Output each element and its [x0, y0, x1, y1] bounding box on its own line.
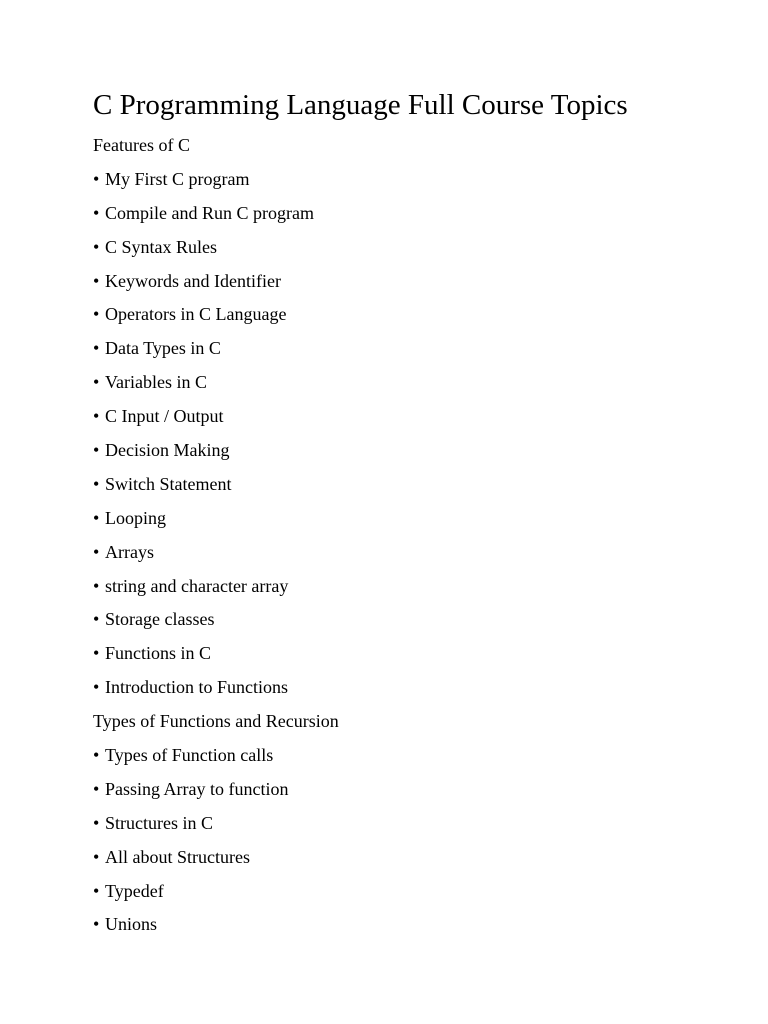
topic-item-text: Switch Statement	[105, 473, 232, 494]
topic-item-text: Introduction to Functions	[105, 677, 288, 698]
document-title: C Programming Language Full Course Topics	[93, 89, 628, 121]
bullet-icon: •	[93, 575, 100, 596]
topic-item	[93, 739, 768, 773]
topic-item-text: C Syntax Rules	[105, 236, 218, 257]
topic-item	[93, 875, 768, 909]
bullet-icon: •	[93, 236, 100, 257]
topic-item	[93, 265, 768, 299]
topic-item	[93, 163, 768, 197]
topic-item-text: Looping	[105, 507, 166, 528]
bullet-icon: •	[93, 440, 100, 461]
bullet-icon: •	[93, 507, 100, 528]
bullet-icon: •	[93, 880, 100, 901]
section-heading-text: Types of Functions and Recursion	[93, 711, 339, 732]
bullet-icon: •	[93, 168, 100, 189]
topic-item-text: Structures in C	[105, 812, 213, 833]
topic-list	[93, 129, 768, 942]
topic-item	[93, 231, 768, 265]
bullet-icon: •	[93, 609, 100, 630]
topic-item	[93, 536, 768, 570]
bullet-icon: •	[93, 914, 100, 935]
topic-item	[93, 570, 768, 604]
topic-item-text: My First C program	[105, 168, 250, 189]
topic-item-text: Unions	[105, 914, 158, 935]
topic-item-text: Decision Making	[105, 440, 230, 461]
bullet-icon: •	[93, 812, 100, 833]
bullet-icon: •	[93, 372, 100, 393]
bullet-icon: •	[93, 778, 100, 799]
topic-item-text: Arrays	[105, 541, 154, 562]
section-heading	[93, 129, 768, 163]
bullet-icon: •	[93, 338, 100, 359]
topic-item-text: Typedef	[105, 880, 164, 901]
topic-item-text: Types of Function calls	[105, 745, 274, 766]
topic-item	[93, 468, 768, 502]
topic-item-text: C Input / Output	[105, 406, 224, 427]
topic-item-text: Passing Array to function	[105, 778, 289, 799]
bullet-icon: •	[93, 202, 100, 223]
topic-item	[93, 332, 768, 366]
topic-item-text: All about Structures	[105, 846, 250, 867]
topic-item-text: Functions in C	[105, 643, 212, 664]
topic-item	[93, 366, 768, 400]
topic-item-text: Operators in C Language	[105, 304, 287, 325]
bullet-icon: •	[93, 745, 100, 766]
topic-item-text: Variables in C	[105, 372, 207, 393]
topic-item	[93, 502, 768, 536]
topic-item	[93, 434, 768, 468]
topic-item	[93, 637, 768, 671]
bullet-icon: •	[93, 541, 100, 562]
topic-item	[93, 603, 768, 637]
bullet-icon: •	[93, 406, 100, 427]
topic-item	[93, 807, 768, 841]
topic-item	[93, 841, 768, 875]
topic-item-text: Storage classes	[105, 609, 215, 630]
bullet-icon: •	[93, 270, 100, 291]
bullet-icon: •	[93, 473, 100, 494]
topic-item-text: string and character array	[105, 575, 289, 596]
topic-item	[93, 671, 768, 705]
topic-item-text: Keywords and Identifier	[105, 270, 281, 291]
topic-item	[93, 298, 768, 332]
bullet-icon: •	[93, 846, 100, 867]
topic-item	[93, 400, 768, 434]
topic-item	[93, 197, 768, 231]
bullet-icon: •	[93, 304, 100, 325]
bullet-icon: •	[93, 677, 100, 698]
bullet-icon: •	[93, 643, 100, 664]
topic-item	[93, 773, 768, 807]
section-heading	[93, 705, 768, 739]
topic-item-text: Data Types in C	[105, 338, 221, 359]
section-heading-text: Features of C	[93, 135, 190, 155]
topic-item	[93, 908, 768, 942]
topic-item-text: Compile and Run C program	[105, 202, 314, 223]
